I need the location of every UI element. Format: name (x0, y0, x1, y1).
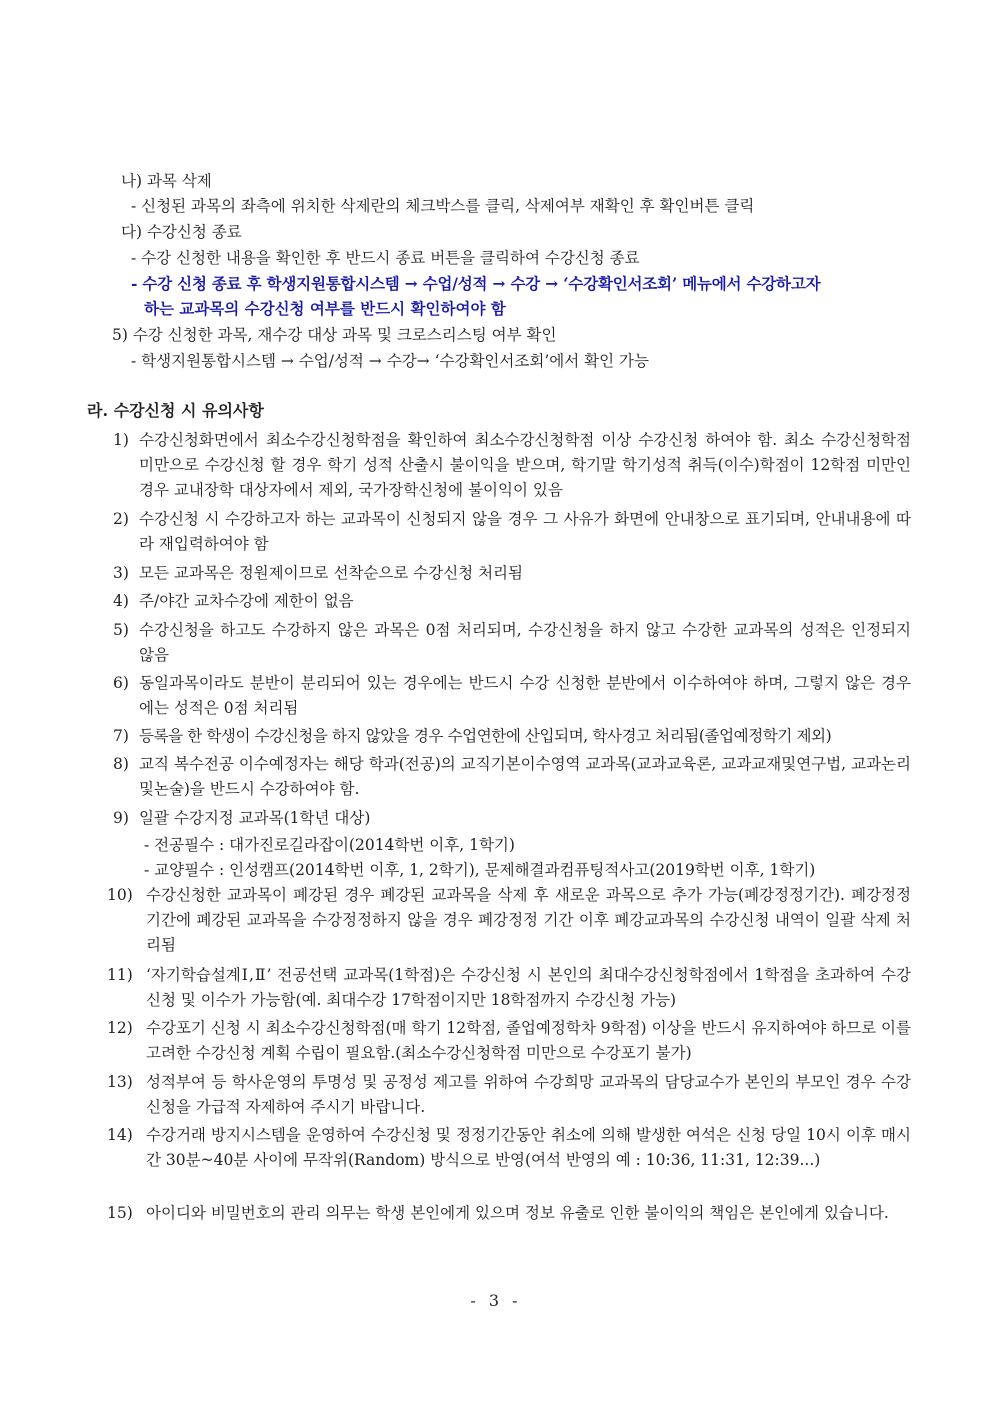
item-number: 4) (113, 592, 129, 610)
list-item: 수강신청화면에서 최소수강신청학점을 확인하여 최소수강신청학점 이상 수강신청 하여야 함. 최소 수강신청학점 미만으로 수강신청 할 경우 학기 성적 산출시 불이익을 받으며, 학기말 학기성적 취득(이수)학점이 12학점 미만인 경우 교내장학 대상자에서 제외, 국가장학신청에 불이익이 있음 (139, 431, 911, 499)
list-item: 수강신청한 교과목이 폐강된 경우 폐강된 교과목을 삭제 후 새로운 과목으로 추가 가능(폐강정정기간). 폐강정정 기간에 폐강된 교과목을 수강정정하지 않을 경우 폐강정정 기간 이후 폐강교과목의 수강신청 내역이 일괄 삭제 처리됨 (146, 886, 911, 954)
item-end-title: 다) 수강신청 종료 (121, 223, 242, 241)
page-number: - 3 - (470, 1291, 522, 1310)
item-number: 15) (107, 1204, 133, 1222)
item-number: 9) (113, 809, 129, 827)
list-item: 주/야간 교차수강에 제한이 없음 (139, 592, 354, 610)
item-number: 6) (113, 674, 129, 692)
item-number: 8) (113, 755, 129, 773)
list-item: 동일과목이라도 분반이 분리되어 있는 경우에는 반드시 수강 신청한 분반에서 이수하여야 하며, 그렇지 않은 경우에는 성적은 0점 처리됨 (139, 674, 911, 717)
item-number: 1) (113, 431, 129, 449)
list-item: 성적부여 등 학사운영의 투명성 및 공정성 제고를 위하여 수강희망 교과목의 담당교수가 본인의 부모인 경우 수강신청을 가급적 자제하여 주시기 바랍니다. (146, 1073, 911, 1116)
item5-title: 5) 수강 신청한 과목, 재수강 대상 과목 및 크로스리스팅 여부 확인 (112, 326, 557, 344)
item9-sub-major: - 전공필수 : 대가진로길라잡이(2014학번 이후, 1학기) (144, 836, 515, 854)
item-end-notice-line1: - 수강 신청 종료 후 학생지원통합시스템 → 수업/성적 → 수강 → ‘수강확인서조회’ 메뉴에서 수강하고자 (131, 274, 821, 293)
item-end-notice-line2: 하는 교과목의 수강신청 여부를 반드시 확인하여야 함 (144, 299, 506, 318)
item-number: 12) (107, 1019, 133, 1037)
item-number: 7) (113, 727, 129, 745)
list-item: 교직 복수전공 이수예정자는 해당 학과(전공)의 교직기본이수영역 교과목(교과교육론, 교과교재및연구법, 교과논리및논술)을 반드시 수강하여야 함. (139, 755, 911, 798)
item-number: 11) (107, 966, 133, 984)
list-item: 수강포기 신청 시 최소수강신청학점(매 학기 12학점, 졸업예정학차 9학점) 이상을 반드시 유지하여야 하므로 이를 고려한 수강신청 계획 수립이 필요함.(최소수강신청학점 미만으로 수강포기 불가) (146, 1019, 911, 1062)
list-item: 등록을 한 학생이 수강신청을 하지 않았을 경우 수업연한에 산입되며, 학사경고 처리됨(졸업예정학기 제외) (139, 727, 832, 745)
item-delete-desc: - 신청된 과목의 좌측에 위치한 삭제란의 체크박스를 클릭, 삭제여부 재확인 후 확인버튼 클릭 (131, 197, 755, 215)
list-item: 수강신청 시 수강하고자 하는 교과목이 신청되지 않을 경우 그 사유가 화면에 안내창으로 표기되며, 안내내용에 따라 재입력하여야 함 (139, 510, 911, 553)
list-item: 수강신청을 하고도 수강하지 않은 과목은 0점 처리되며, 수강신청을 하지 않고 수강한 교과목의 성적은 인정되지 않음 (139, 621, 911, 664)
item5-desc: - 학생지원통합시스템 → 수업/성적 → 수강→ ‘수강확인서조회’에서 확인 가능 (131, 352, 649, 370)
section-heading: 라. 수강신청 시 유의사항 (87, 401, 264, 420)
item-number: 13) (107, 1073, 133, 1091)
item-number: 14) (107, 1126, 133, 1144)
item9-sub-liberal: - 교양필수 : 인성캠프(2014학번 이후, 1, 2학기), 문제해결과컴퓨팅적사고(2019학번 이후, 1학기) (144, 861, 816, 879)
item-number: 3) (113, 564, 129, 582)
item-number: 2) (113, 510, 129, 528)
list-item: 아이디와 비밀번호의 관리 의무는 학생 본인에게 있으며 정보 유출로 인한 불이익의 책임은 본인에게 있습니다. (146, 1204, 889, 1222)
item-end-desc: - 수강 신청한 내용을 확인한 후 반드시 종료 버튼을 클릭하여 수강신청 종료 (131, 249, 640, 267)
list-item: 일괄 수강지정 교과목(1학년 대상) (139, 809, 371, 827)
item-delete-title: 나) 과목 삭제 (121, 172, 212, 190)
list-item: ‘자기학습설계Ⅰ,Ⅱ’ 전공선택 교과목(1학점)은 수강신청 시 본인의 최대수강신청학점에서 1학점을 초과하여 수강신청 및 이수가 가능함(예. 최대수강 17학점이지만 18학점까지 수강신청 가능) (146, 966, 911, 1009)
list-item: 모든 교과목은 정원제이므로 선착순으로 수강신청 처리됨 (139, 564, 523, 582)
item-number: 10) (107, 886, 133, 904)
list-item: 수강거래 방지시스템을 운영하여 수강신청 및 정정기간동안 취소에 의해 발생한 여석은 신청 당일 10시 이후 매시간 30분~40분 사이에 무작위(Random) 방식으로 반영(여석 반영의 예 : 10:36, 11:31, 12:39...) (146, 1126, 911, 1169)
item-number: 5) (113, 621, 129, 639)
